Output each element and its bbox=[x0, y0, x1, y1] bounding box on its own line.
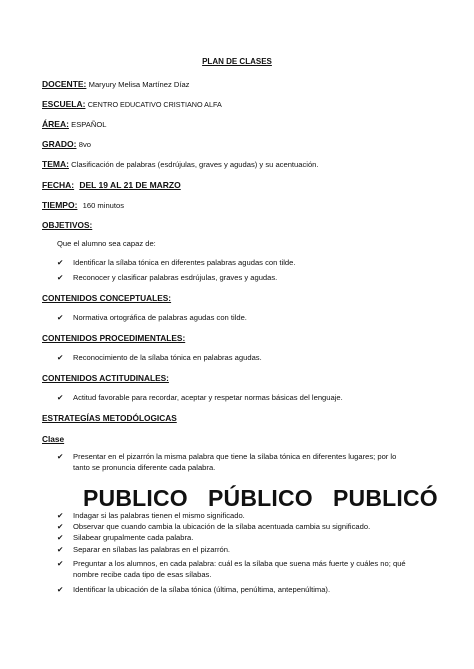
estrategia-item-line: tanto se pronuncia diferente cada palabra. bbox=[73, 463, 216, 472]
check-icon: ✔ bbox=[57, 313, 64, 322]
estrategia-item: Identificar la ubicación de la sílaba tónica (última, penúltima, antepenúltima). bbox=[73, 585, 331, 594]
procedimental-item: Reconocimiento de la sílaba tónica en palabras agudas. bbox=[73, 353, 262, 362]
check-icon: ✔ bbox=[57, 452, 64, 461]
estrategia-item: Indagar si las palabras tienen el mismo significado. bbox=[73, 511, 245, 520]
check-icon: ✔ bbox=[57, 511, 64, 520]
conceptual-item: Normativa ortográfica de palabras agudas con tilde. bbox=[73, 313, 247, 322]
tiempo-label: TIEMPO: bbox=[42, 200, 78, 210]
procedimentales-heading: CONTENIDOS PROCEDIMENTALES: bbox=[42, 333, 186, 343]
check-icon: ✔ bbox=[57, 559, 64, 568]
objetivo-item: Identificar la sílaba tónica en diferentes palabras agudas con tilde. bbox=[73, 258, 296, 267]
fecha-row bbox=[42, 180, 181, 191]
tiempo-row bbox=[42, 200, 124, 211]
tema-label: TEMA: bbox=[42, 159, 69, 169]
check-icon: ✔ bbox=[57, 393, 64, 402]
escuela-label: ESCUELA: bbox=[42, 99, 86, 109]
area-row bbox=[42, 119, 106, 130]
check-icon: ✔ bbox=[57, 545, 64, 554]
objetivos-intro: Que el alumno sea capaz de: bbox=[57, 239, 156, 248]
estrategias-heading: ESTRATEGÍAS METODÓLOGICAS bbox=[42, 413, 177, 423]
check-icon: ✔ bbox=[57, 258, 64, 267]
check-icon: ✔ bbox=[57, 353, 64, 362]
estrategia-item: Separar en sílabas las palabras en el pizarrón. bbox=[73, 545, 231, 554]
docente-row bbox=[42, 79, 189, 90]
estrategia-item-line: Presentar en el pizarrón la misma palabra que tiene la sílaba tónica en diferentes lugares; por lo bbox=[73, 452, 397, 461]
actitudinales-heading: CONTENIDOS ACTITUDINALES: bbox=[42, 373, 169, 383]
check-icon: ✔ bbox=[57, 273, 64, 282]
estrategia-item: Silabear grupalmente cada palabra. bbox=[73, 533, 194, 542]
conceptuales-heading: CONTENIDOS CONCEPTUALES: bbox=[42, 293, 172, 303]
big-word: PUBLICO bbox=[83, 485, 188, 511]
page-title: PLAN DE CLASES bbox=[202, 57, 272, 66]
check-icon: ✔ bbox=[57, 522, 64, 531]
fecha-label: FECHA: bbox=[42, 180, 75, 190]
escuela-value: CENTRO EDUCATIVO CRISTIANO ALFA bbox=[87, 100, 222, 109]
big-word: PUBLICÓ bbox=[333, 485, 438, 511]
clase-subheading: Clase bbox=[42, 434, 65, 444]
docente-value: Maryury Melisa Martínez Díaz bbox=[88, 80, 190, 89]
tiempo-value: 160 minutos bbox=[82, 201, 125, 210]
big-word: PÚBLICO bbox=[208, 485, 313, 511]
fecha-value: DEL 19 AL 21 DE MARZO bbox=[79, 180, 181, 190]
objetivos-heading: OBJETIVOS: bbox=[42, 220, 93, 230]
objetivo-item: Reconocer y clasificar palabras esdrújulas, graves y agudas. bbox=[73, 273, 278, 282]
check-icon: ✔ bbox=[57, 533, 64, 542]
area-value: ESPAÑOL bbox=[71, 120, 107, 129]
actitudinal-item: Actitud favorable para recordar, aceptar y respetar normas básicas del lenguaje. bbox=[73, 393, 343, 402]
tema-row bbox=[42, 159, 319, 170]
estrategia-question-line: Preguntar a los alumnos, en cada palabra: cuál es la sílaba que suena más fuerte y cuáles no; qué bbox=[73, 559, 406, 568]
grado-value: 8vo bbox=[78, 140, 91, 149]
tema-value: Clasificación de palabras (esdrújulas, graves y agudas) y su acentuación. bbox=[71, 160, 319, 169]
estrategia-question-line: nombre recibe cada tipo de esas sílabas. bbox=[73, 570, 212, 579]
estrategia-item: Observar que cuando cambia la ubicación de la sílaba acentuada cambia su significado. bbox=[73, 522, 371, 531]
area-label: ÁREA: bbox=[42, 119, 69, 129]
grado-label: GRADO: bbox=[42, 139, 77, 149]
docente-label: DOCENTE: bbox=[42, 79, 87, 89]
grado-row bbox=[42, 139, 91, 150]
escuela-row bbox=[42, 99, 222, 110]
check-icon: ✔ bbox=[57, 585, 64, 594]
